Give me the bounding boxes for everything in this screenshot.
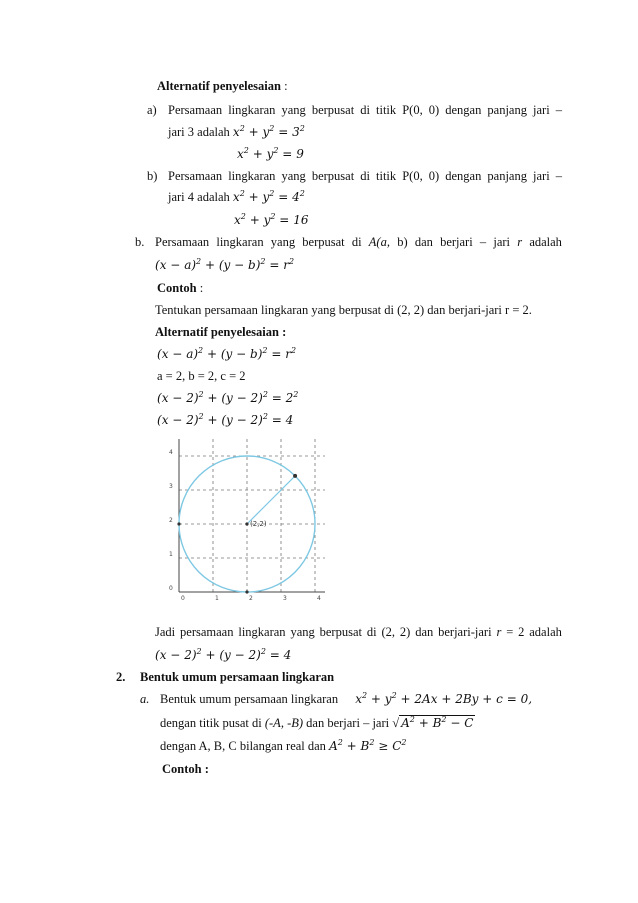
word: – [555, 103, 562, 117]
word: berpusat [311, 103, 355, 117]
conclusion-line1 [155, 624, 562, 640]
radius-formula: $A^2 + B^2 - C$ [401, 715, 474, 730]
item-a-line1 [168, 102, 562, 118]
axes [179, 439, 325, 592]
word: yang [290, 625, 315, 639]
word: adalah [529, 625, 562, 639]
word: berpusat [319, 625, 362, 639]
word: yang [281, 169, 306, 183]
section-b-line1 [155, 234, 562, 250]
radius-end-point [293, 474, 297, 478]
step-1: $(x - a)^2 + (y - b)^2 = r^2$ [157, 346, 297, 361]
step-2: a = 2, b = 2, c = 2 [157, 369, 246, 383]
item-b-line2 [168, 189, 305, 205]
word: Persamaan [168, 169, 223, 183]
word: dan [415, 625, 434, 639]
step-3: $(x - 2)^2 + (y - 2)^2 = 2^2$ [157, 390, 299, 405]
word: panjang [487, 103, 527, 117]
word: jari [533, 169, 550, 183]
word: 0) [428, 169, 440, 183]
condition-formula: $A^2 + B^2 \ge C^2$ [329, 738, 407, 753]
y-tick-label: 0 [169, 585, 173, 592]
word: jari [533, 103, 550, 117]
word: dengan [445, 103, 482, 117]
item-b-result: $x^2 + y^2 = 16$ [234, 212, 309, 227]
word: 2 [518, 625, 525, 639]
word: P(0, [402, 103, 423, 117]
task-text: Tentukan persamaan lingkaran yang berpusat di (2, 2) dan berjari-jari r = 2. [155, 303, 532, 317]
word: titik [376, 169, 397, 183]
word: dengan [445, 169, 482, 183]
word: – [555, 169, 562, 183]
alt-heading-2: Alternatif penyelesaian : [155, 325, 287, 339]
contoh-label: Contoh [157, 281, 197, 295]
step-4: $(x - 2)^2 + (y - 2)^2 = 4$ [157, 412, 294, 427]
center-text: dengan titik pusat di [160, 716, 265, 730]
general-form-line [160, 691, 532, 707]
general-form-text: Bentuk umum persamaan lingkaran [160, 692, 342, 706]
word: di [366, 625, 377, 639]
contoh-colon: : [196, 281, 204, 295]
contoh-2: Contoh : [162, 762, 209, 776]
section-2-a-marker: a. [140, 692, 150, 706]
item-a-marker: a) [147, 103, 157, 117]
radius-line [247, 476, 295, 524]
tick-labels [169, 449, 321, 602]
word: yang [270, 235, 296, 249]
word: = [506, 625, 514, 639]
item-a-prefix: jari 3 adalah [168, 125, 233, 139]
y-tick-label: 3 [169, 483, 173, 490]
word: di [351, 235, 362, 249]
x-tick-label: 0 [181, 595, 185, 602]
word: A(a, [368, 235, 390, 249]
x-tick-label: 2 [249, 595, 253, 602]
center-point [245, 522, 248, 525]
word: – [479, 235, 487, 249]
contoh-1 [157, 280, 203, 296]
item-b-marker: b) [147, 169, 158, 183]
item-b-line1 [168, 168, 562, 184]
conclusion-formula: $(x - 2)^2 + (y - 2)^2 = 4$ [155, 647, 292, 662]
radius-text: dan berjari – jari [303, 716, 393, 730]
alt-heading-colon: : [280, 79, 288, 93]
word: yang [281, 103, 306, 117]
word: 0) [428, 103, 440, 117]
condition-line [160, 738, 406, 754]
word: berjari [440, 235, 473, 249]
item-b-equation: $x^2 + y^2 = 4^2$ [232, 189, 305, 204]
y-tick-label: 4 [169, 449, 173, 456]
x-tick-label: 1 [215, 595, 219, 602]
sqrt-symbol: √ $A^2 + B^2 - C$ [392, 715, 474, 730]
bottom-tangent-point [245, 590, 248, 593]
word: jari [493, 235, 511, 249]
condition-text: dengan A, B, C bilangan real dan [160, 739, 330, 753]
x-tick-label: 4 [317, 595, 321, 602]
grid [179, 439, 325, 592]
word: (2, [381, 625, 396, 639]
center-radius-line [160, 715, 475, 731]
word: berpusat [311, 169, 355, 183]
word: berjari-jari [438, 625, 492, 639]
item-a-line2 [168, 124, 305, 140]
word: titik [376, 103, 397, 117]
left-tangent-point [177, 522, 180, 525]
word: 2) [399, 625, 411, 639]
word: r [517, 235, 523, 249]
item-a-equation: $x^2 + y^2 = 3^2$ [232, 124, 305, 139]
word: lingkaran [238, 625, 286, 639]
word: berpusat [302, 235, 345, 249]
section-b-formula: $(x - a)^2 + (y - b)^2 = r^2$ [155, 257, 295, 272]
word: Persamaan [168, 103, 223, 117]
word: Persamaan [155, 235, 210, 249]
section-b-marker: b. [135, 235, 145, 249]
item-a-result: $x^2 + y^2 = 9$ [237, 146, 304, 161]
section-2-number: 2. [116, 670, 126, 684]
word: persamaan [180, 625, 234, 639]
word: r [496, 625, 502, 639]
word: di [360, 169, 370, 183]
alt-heading-1 [157, 78, 288, 94]
word: lingkaran [228, 169, 276, 183]
center-label: (2,2) [250, 520, 267, 528]
circle-graph [155, 436, 325, 602]
word: di [360, 103, 370, 117]
word: Jadi [155, 625, 176, 639]
y-tick-label: 2 [169, 517, 173, 524]
section-2-title: Bentuk umum persamaan lingkaran [140, 670, 335, 684]
center-value: (-A, -B) [264, 716, 304, 730]
alt-heading-text: Alternatif penyelesaian [157, 79, 281, 93]
x-tick-label: 3 [283, 595, 287, 602]
item-b-prefix: jari 4 adalah [168, 190, 233, 204]
word: b) [397, 235, 408, 249]
word: dan [414, 235, 433, 249]
word: lingkaran [216, 235, 264, 249]
word: lingkaran [228, 103, 276, 117]
word: adalah [529, 235, 562, 249]
y-tick-label: 1 [169, 551, 173, 558]
word: panjang [487, 169, 527, 183]
word: P(0, [402, 169, 423, 183]
general-form-formula: $x^2 + y^2 + 2Ax + 2By + c = 0$, [355, 691, 533, 706]
